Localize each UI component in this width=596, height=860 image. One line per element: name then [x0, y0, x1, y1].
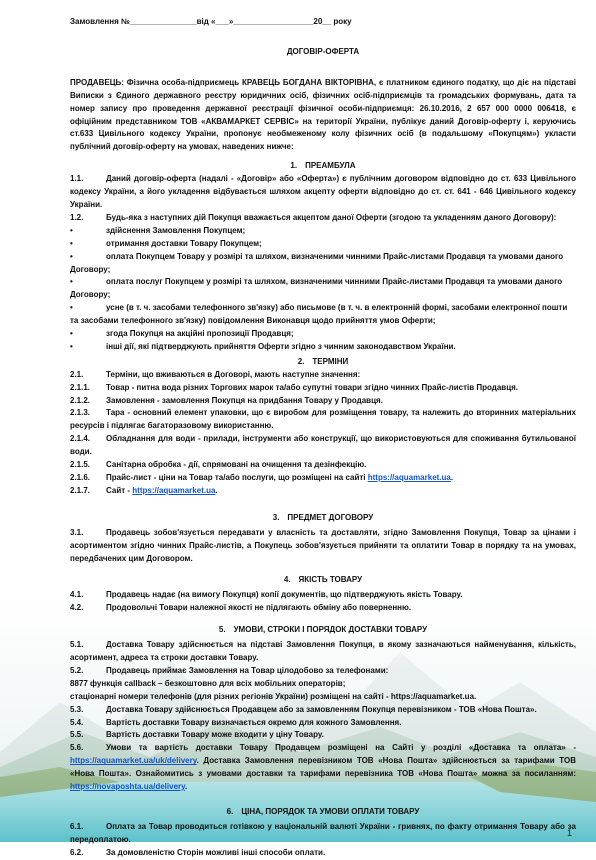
section-heading-subject: 3. ПРЕДМЕТ ДОГОВОРУ — [272, 512, 374, 522]
bullet-icon: • — [70, 329, 73, 339]
bullet-icon: • — [70, 303, 73, 313]
bullet-item: • оплата послуг Покупцем у розмірі та шляхом, визначеними чинними Прайс-листами Продавця та умовами даного Договору; — [70, 277, 563, 300]
contract-document — [70, 12, 576, 860]
callback-line: 8877 функція callback – безкоштовно для всіх мобільних операторів; — [70, 678, 346, 688]
clause-2-1-7: 2.1.7. Сайт - https://aquamarket.ua. — [70, 485, 218, 495]
page-number: 1 — [566, 828, 572, 838]
clause-6-2: 6.2. За домовленістю Сторін можливі інші способи оплати. — [70, 847, 326, 857]
bullet-item: • оплата Покупцем Товару у розмірі та шляхом, визначеними чинними Прайс-листами Продавця та умовами даного Договору; — [70, 251, 564, 274]
bullet-icon: • — [70, 277, 73, 287]
clause-2-1-6: 2.1.6. Прайс-лист - ціни на Товар та/або послуги, що розміщені на сайті https://aquamarket.ua. — [70, 473, 454, 482]
landline-line: стаціонарні номери телефонів (для різних регіонів України) розміщені на сайті - https://aquamarket.ua. — [70, 691, 477, 701]
clause-2-1-5: 2.1.5. Санітарна обробка - дії, спрямовані на очищення та дезінфекцію. — [70, 460, 367, 470]
clause-2-1-4: 2.1.4. Обладнання для води - прилади, інструменти або конструкції, що використовуються для споживання бутильованої води. — [70, 434, 576, 457]
bullet-icon: • — [70, 251, 73, 261]
bullet-icon: • — [70, 225, 73, 235]
aquamarket-site-link[interactable]: https://aquamarket.ua — [132, 485, 216, 495]
bullet-item: • здійснення Замовлення Покупцем; — [70, 225, 576, 238]
aquamarket-link[interactable]: https://aquamarket.ua — [367, 473, 451, 482]
section-heading-delivery: 5. УМОВИ, СТРОКИ І ПОРЯДОК ДОСТАВКИ ТОВАРУ — [218, 625, 428, 635]
seller-intro-paragraph: ПРОДАВЕЦЬ: Фізична особа-підприємець КРАВЕЦЬ БОГДАНА ВІКТОРІВНА, є платником єдиного податку, що діє на підставі Виписки з Єдиного державного реєстру юридичних осіб, фізичних осіб-підприємців та громадських формувань, дата та номер запису про проведення державної реєстрації фізичної особи-підприємця: 26.10.2016, 2 657 000 0000 006418, є офіційним представником ТОВ «АКВАМАРКЕТ СЕРВІС» на території України, публікує даний Договір-оферту і, керуючись ст.633 Цивільного кодексу України, пропонує необмеженому колу фізичних осіб (в подальшому «Покупцям») укласти публічний договір-оферту на умовах, наведених нижче: — [70, 77, 576, 152]
clause-2-1-2: 2.1.2. Замовлення - замовлення Покупця на придбання Товару у Продавця. — [70, 395, 383, 405]
clause-4-1: 4.1. Продавець надає (на вимогу Покупця) копії документів, що підтверджують якість Товару. — [70, 590, 463, 600]
clause-5-6: 5.6. Умови та вартість доставки Товару Продавцем розміщені на Сайті у розділі «Доставка та оплата» - https://aquamarket.ua/uk/delivery. Доставка Замовлення перевізником ТОВ «Нова Пошта» здійснюється за тарифами ТОВ «Нова Пошта». Ознайомитись з умовами доставки та тарифами перевізника ТОВ «Нова Пошта» можна за посиланням: https://novaposhta.ua/delivery. — [70, 743, 576, 792]
order-number-header: Замовлення №_______________від «___»__________________20__ року — [70, 17, 352, 26]
bullet-item: • згода Покупця на акційні пропозиції Продавця; — [70, 328, 576, 341]
clause-5-4: 5.4. Вартість доставки Товару визначається окремо для кожного Замовлення. — [70, 717, 402, 727]
bullet-icon: • — [70, 238, 73, 248]
clause-2-1: 2.1. Терміни, що вживаються в Договорі, мають наступне значення: — [70, 369, 361, 379]
section-heading-payment: 6. ЦІНА, ПОРЯДОК ТА УМОВИ ОПЛАТИ ТОВАРУ — [226, 806, 420, 816]
clause-5-1: 5.1. Доставка Товару здійснюється на підставі Замовлення Покупця, в якому зазначаються найменування, кількість, асортимент, адреса та строки доставки Товару. — [70, 640, 576, 662]
clause-6-1: 6.1. Оплата за Товар проводиться готівкою у національній валюті України - гривнях, по факту отримання Товару або за передоплатою. — [70, 821, 576, 844]
document-title: ДОГОВІР-ОФЕРТА — [286, 46, 360, 56]
bullet-item: • отримання доставки Товару Покупцем; — [70, 238, 576, 251]
novaposhta-link[interactable]: https://novaposhta.ua/delivery — [70, 782, 185, 792]
section-heading-quality: 4. ЯКІСТЬ ТОВАРУ — [283, 575, 363, 585]
clause-1-1: 1.1. Даний договір-оферта (надалі - «Договір» або «Оферта») є публічним договором відповідно до ст. 633 Цивільного кодексу України, а його укладення відбувається шляхом акцепту оферти відповідно до ст. ст. 641 - 646 Цивільного кодексу України. — [70, 174, 576, 209]
bullet-item: • інші дії, які підтверджують прийняття Оферти згідно з чинним законодавством України. — [70, 341, 576, 354]
clause-1-2: 1.2. Будь-яка з наступних дій Покупця вважається акцептом даної Оферти (згодою та укладенням даного Договору): — [70, 212, 557, 222]
clause-5-5: 5.5. Вартість доставки Товару може входити у ціну Товару. — [70, 730, 324, 740]
clause-2-1-3: 2.1.3. Тара - основний елемент упаковки, що є виробом для розміщення товару, та належить до вторинних матеріальних ресурсів і підлягає багаторазовому використанню. — [70, 408, 576, 431]
section-heading-terms: 2. ТЕРМІНИ — [297, 356, 349, 366]
delivery-info-link[interactable]: https://aquamarket.ua/uk/delivery — [70, 756, 197, 766]
clause-3-1: 3.1. Продавець зобов'язується передавати у власність та доставляти, згідно Замовлення Покупця, Товар за цінами і асортиментом згідно чинних Прайс-листів, а Покупець зобов'язується прийняти та оплатити Товар в порядку та на умовах, передбачених цим Договором. — [70, 527, 576, 563]
bullet-icon: • — [70, 341, 73, 351]
clause-5-2: 5.2. Продавець приймає Замовлення на Товар цілодобово за телефонами: — [70, 665, 389, 675]
clause-5-3: 5.3. Доставка Товару здійснюється Продавцем або за замовленням Покупця перевізником - ТОВ «Нова Пошта». — [70, 704, 537, 714]
clause-2-1-1: 2.1.1. Товар - питна вода різних Торгових марок та/або супутні товари згідно чинних Прайс-листів Продавця. — [70, 382, 519, 392]
bullet-item: • усне (в т. ч. засобами телефонного зв'язку) або письмове (в т. ч. в електронній формі, засобами електронної пошти та засобами телефонного зв'язку) повідомлення Виконавця щодо прийняття умов Оферти; — [70, 303, 568, 326]
clause-4-2: 4.2. Продовольчі Товари належної якості не підлягають обміну або поверненню. — [70, 603, 412, 613]
section-heading-preamble: 1. ПРЕАМБУЛА — [290, 161, 356, 171]
